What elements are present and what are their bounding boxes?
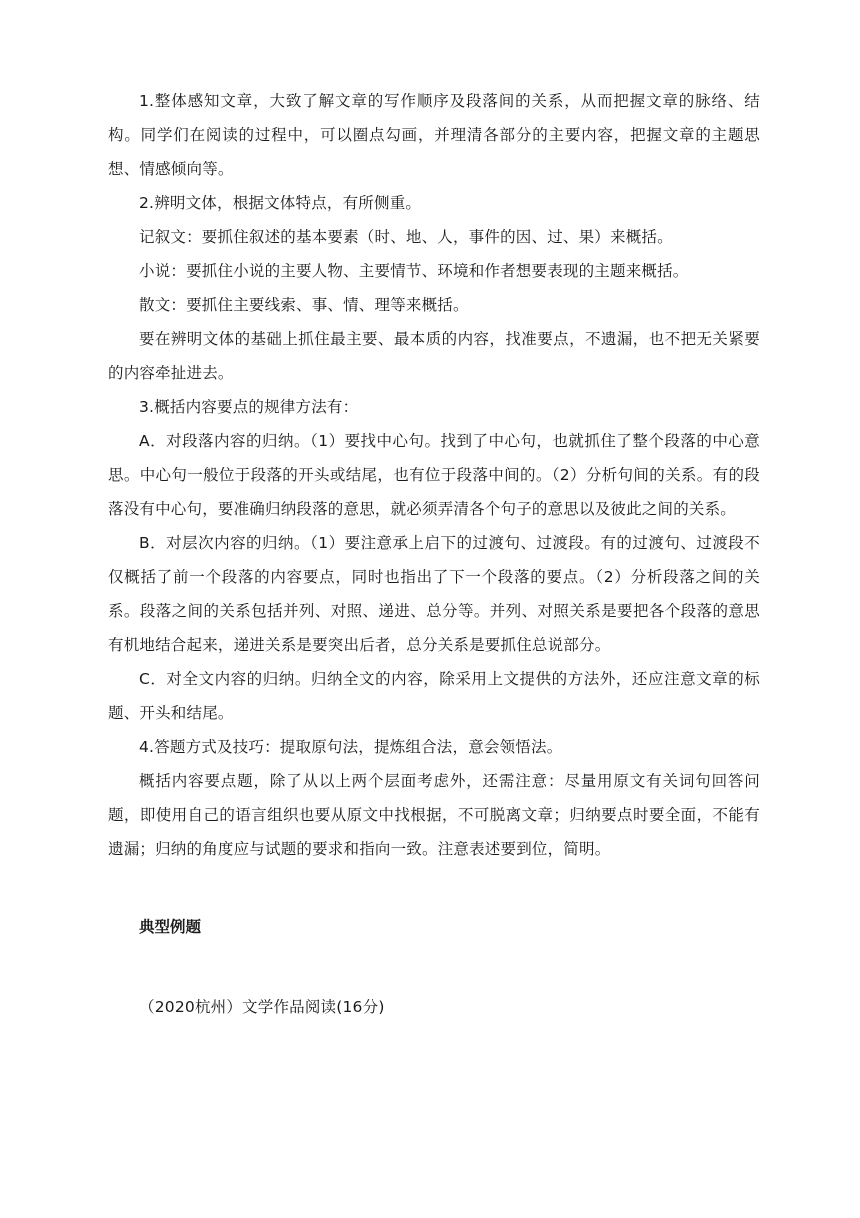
spacer (108, 944, 760, 990)
paragraph-8: A．对段落内容的归纳。（1）要找中心句。找到了中心句，也就抓住了整个段落的中心意思。中心句一般位于段落的开头或结尾，也有位于段落中间的。（2）分析句间的关系。有的段落没有中心句，要准确归纳段落的意思，就必须弄清各个句子的意思以及彼此之间的关系。 (108, 432, 760, 518)
paragraph-12: 概括内容要点题，除了从以上两个层面考虑外，还需注意：尽量用原文有关词句回答问题，即使用自己的语言组织也要从原文中找根据，不可脱离文章；归纳要点时要全面，不能有遗漏；归纳的角度应与试题的要求和指向一致。注意表述要到位，简明。 (108, 772, 760, 858)
paragraph-5: 散文：要抓住主要线索、事、情、理等来概括。 (139, 296, 469, 314)
spacer (108, 866, 760, 910)
section-heading: 典型例题 (139, 918, 202, 936)
paragraph-3: 记叙文：要抓住叙述的基本要素（时、地、人，事件的因、过、果）来概括。 (139, 228, 673, 246)
paragraph-10: C．对全文内容的归纳。归纳全文的内容，除采用上文提供的方法外，还应注意文章的标题、开头和结尾。 (108, 670, 760, 722)
paragraph-7: 3.概括内容要点的规律方法有： (139, 398, 359, 416)
paragraph-9: B．对层次内容的归纳。（1）要注意承上启下的过渡句、过渡段。有的过渡句、过渡段不仅概括了前一个段落的内容要点，同时也指出了下一个段落的要点。（2）分析段落之间的关系。段落之间的关系包括并列、对照、递进、总分等。并列、对照关系是要把各个段落的意思有机地结合起来，递进关系是要突出后者，总分关系是要抓住总说部分。 (108, 534, 760, 654)
document-page (108, 84, 760, 1024)
paragraph-6: 要在辨明文体的基础上抓住最主要、最本质的内容，找准要点，不遗漏，也不把无关紧要的内容牵扯进去。 (108, 330, 760, 382)
paragraph-2: 2.辨明文体，根据文体特点，有所侧重。 (139, 194, 422, 212)
paragraph-1: 1.整体感知文章，大致了解文章的写作顺序及段落间的关系，从而把握文章的脉络、结构。同学们在阅读的过程中，可以圈点勾画，并理清各部分的主要内容，把握文章的主题思想、情感倾向等。 (108, 92, 760, 178)
paragraph-11: 4.答题方式及技巧：提取原句法，提炼组合法，意会领悟法。 (139, 738, 563, 756)
paragraph-4: 小说：要抓住小说的主要人物、主要情节、环境和作者想要表现的主题来概括。 (139, 262, 689, 280)
example-line: （2020杭州）文学作品阅读(16分) (139, 998, 385, 1016)
